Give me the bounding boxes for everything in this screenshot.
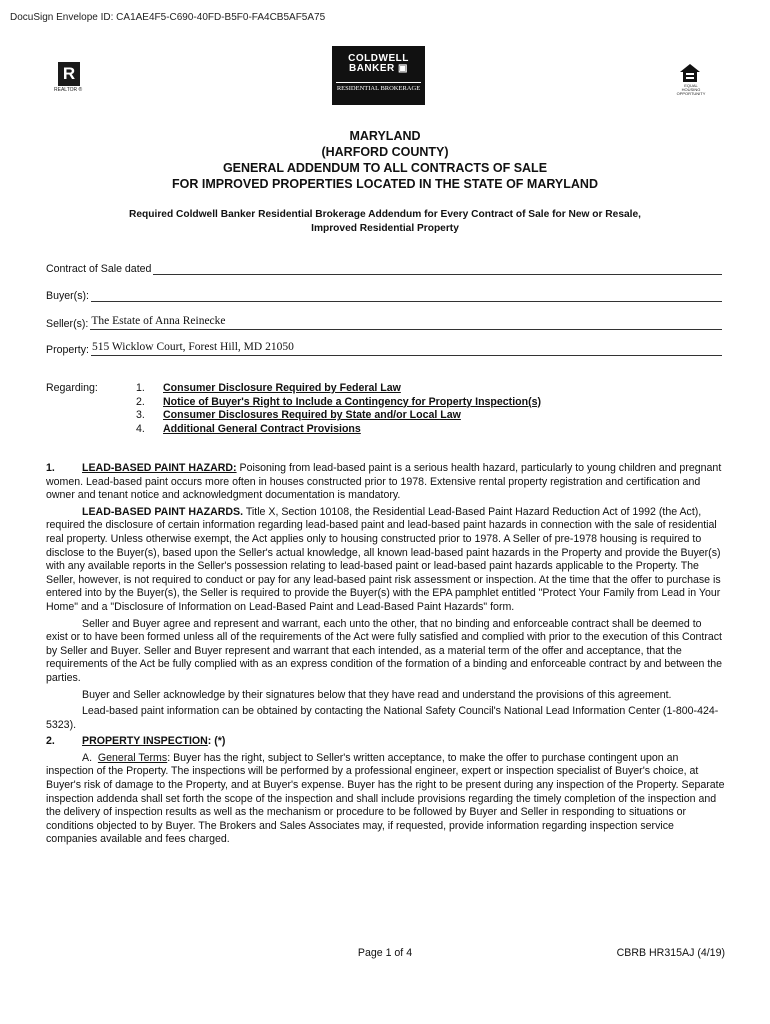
regarding-item-text: Consumer Disclosures Required by State and/or Local Law [163, 409, 461, 421]
regarding-item-text: Additional General Contract Provisions [163, 422, 361, 435]
subtitle-line2: Improved Residential Property [311, 223, 459, 234]
regarding-item-text: Consumer Disclosure Required by Federal Law [163, 382, 401, 394]
regarding-item-text: Notice of Buyer's Right to Include a Contingency for Property Inspection(s) [163, 395, 542, 408]
regarding-item-num: 1. [136, 382, 145, 394]
section-2-heading: PROPERTY INSPECTION [82, 735, 208, 748]
sellers-field [46, 315, 722, 330]
title-line3: GENERAL ADDENDUM TO ALL CONTRACTS OF SALE [222, 161, 548, 175]
buyers-field [46, 287, 722, 302]
regarding-item [136, 409, 541, 423]
section-2-general-terms [46, 752, 726, 847]
contract-date-label: Contract of Sale dated [46, 263, 152, 275]
property-value[interactable]: 515 Wicklow Court, Forest Hill, MD 21050 [91, 341, 722, 356]
cb-logo-line3: RESIDENTIAL BROKERAGE [336, 85, 421, 92]
section-1-heading: LEAD-BASED PAINT HAZARD: [82, 462, 237, 474]
form-code: CBRB HR315AJ (4/19) [616, 947, 725, 959]
regarding-label: Regarding: [46, 382, 98, 394]
hazards-text: Title X, Section 10108, the Residential Lead-Based Paint Hazard Reduction Act of 1992 (the Act), required the disclosure of certain information regarding lead-based paint and lead-based paint hazards in connection with the sale of residential real property. Unless otherwise exempt, the Act applies only to housing constructed prior to 1978. A Seller of pre-1978 housing is required to disclose to the Buyer(s), based upon the Seller's actual knowledge, all known lead-based paint hazards in the Property and provide the Buyer(s) with any available reports in the Seller's possession relating to lead-based paint or lead-based paint hazards applicable to the Property. The Seller, however, is not required to conduct or pay for any lead-based paint risk assessment or inspection. At the time that the offer to purchase is entered into by the Buyer(s), the Seller is required to provide the Buyer(s) with the EPA pamphlet entitled "Protect Your Family from Lead in Your Home" and a "Disclosure of Information on Lead-Based Paint and Lead-Based Paint Hazards" form. [46, 505, 721, 613]
regarding-item [136, 382, 541, 396]
realtor-logo-letter: R [62, 64, 76, 83]
equal-housing-icon [679, 63, 701, 83]
realtor-logo [58, 62, 80, 86]
section-1-text: Poisoning from lead-based paint is a serious health hazard, particularly to young children and pregnant women. Lead-based paint occurs more often in houses constructed prior to 1978. Extensive rental property registration and certification and owner and tenant notice and acknowledgment documentation is mandatory. [46, 462, 722, 502]
general-terms-heading: General Terms [97, 751, 168, 764]
property-label: Property: [46, 344, 89, 356]
equal-housing-text: EQUAL HOUSING OPPORTUNITY [676, 83, 706, 96]
hazards-heading: LEAD-BASED PAINT HAZARDS. [82, 505, 244, 518]
cb-logo-divider [336, 82, 421, 83]
subtitle-line1: Required Coldwell Banker Residential Brokerage Addendum for Every Contract of Sale for New or Resale, [129, 209, 641, 220]
regarding-item [136, 396, 541, 410]
section-1-intro [46, 462, 726, 503]
sellers-value[interactable]: The Estate of Anna Reinecke [90, 315, 722, 330]
section-2-number: 2. [46, 735, 55, 748]
section-1-hazards-paragraph [46, 506, 726, 615]
realtor-logo-text: REALTOR ® [54, 87, 83, 93]
section-2-heading-line [46, 735, 726, 749]
sellers-label: Seller(s): [46, 318, 89, 330]
section-1-acknowledge-paragraph: Buyer and Seller acknowledge by their signatures below that they have read and understand the provisions of this agreement. [82, 688, 672, 701]
contract-date-field [46, 260, 722, 275]
regarding-list [136, 382, 541, 436]
general-terms-label: A. [82, 751, 93, 764]
cb-logo-line1: COLDWELL [348, 53, 409, 64]
buyers-value[interactable] [91, 287, 722, 302]
envelope-id: DocuSign Envelope ID: CA1AE4F5-C690-40FD-B5F0-FA4CB5AF5A75 [10, 12, 326, 23]
coldwell-banker-logo [332, 46, 425, 105]
section-1-warranty-paragraph: Seller and Buyer agree and represent and warrant, each unto the other, that no binding and enforceable contract shall be deemed to exist or to have been formed unless all of the requirements of the Act were fully satisfied and complied with prior to the execution of this Contract by Seller and Buyer. Seller and Buyer represent and warrant that each intended, as a material term of the offer and acceptance, that the requirements of the Act be fully complied with as an express condition of the formation of a binding and enforceable contract by and between the parties. [46, 617, 723, 684]
regarding-item-num: 2. [136, 395, 145, 408]
section-2-heading-suffix: : (*) [207, 735, 226, 748]
general-terms-text: : Buyer has the right, subject to Seller's written acceptance, to make the offer to purchase contingent upon an inspection of the Property. The inspections will be performed by a professional engineer, expert or inspection specialist of Buyer's choice, at Buyer's risk of damage to the Property, and at Buyer's expense. Buyer has the right to be present during any inspection of the Property. Separate inspection addenda shall set forth the scope of the inspection and shall include provisions regarding the timely completion of the inspection and the delivery of inspection results as well as the mechanism or procedure to be followed by Buyer and Seller in responding to situations or conditions objected to by Buyer. The Brokers and Sales Associates may, if requested, provide information regarding inspection service companies available and fees charged. [46, 751, 725, 846]
contract-date-value[interactable] [153, 260, 722, 275]
regarding-item [136, 423, 541, 437]
section-1 [46, 462, 726, 850]
buyers-label: Buyer(s): [46, 290, 89, 302]
regarding-item-num: 4. [136, 422, 145, 435]
section-1-number: 1. [46, 462, 55, 474]
cb-logo-line2: BANKER ▣ [348, 63, 408, 74]
page-number: Page 1 of 4 [357, 947, 413, 959]
title-line2: (HARFORD COUNTY) [321, 145, 449, 159]
title-line1: MARYLAND [349, 129, 421, 143]
title-line4: FOR IMPROVED PROPERTIES LOCATED IN THE STATE OF MARYLAND [172, 177, 598, 191]
property-field [46, 341, 722, 356]
section-1-info-paragraph: Lead-based paint information can be obtained by contacting the National Safety Council's National Lead Information Center (1-800-424-5323). [46, 705, 719, 731]
regarding-item-num: 3. [136, 409, 145, 421]
